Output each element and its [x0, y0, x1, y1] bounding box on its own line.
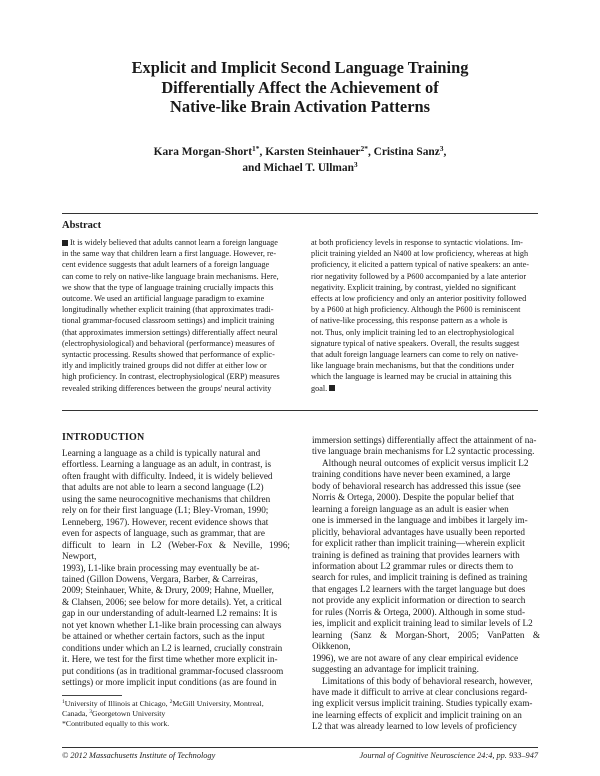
abstract-top-rule: [62, 213, 538, 214]
author-affiliation-mark: 2*: [360, 144, 368, 153]
abstract-end-marker-icon: [329, 385, 335, 391]
title-line: Differentially Affect the Achievement of: [161, 77, 439, 97]
footer-rule: [62, 747, 538, 748]
body-left-column: Learning a language as a child is typically natural and effortless. Learning a language as an adult, in contrast, is often fraught with difficulty. Indeed, it is widely believed that adults are not able to learn a second language (L2) using the same neurocognitive mechanisms that children rely on for their first language (L1; Bley-Vroman, 1990; Lenneberg, 1967). However, recent evidence shows that even for aspects of language, such as grammar, that are difficult to learn in L2 (Weber-Fox & Neville, 1996; Newport, 1993), L1-like brain processing may eventually be at- tained (Gillon Dowens, Vergara, Barber, & Carreiras, 2009; Steinhauer, White, & Drury, 2009; Hahne, Mueller, & Clahsen, 2006; see below for more details). Yet, a critical gap in our understanding of adult-learned L2 remains: It is not yet known whether L1-like brain processing can always be attained or whether certain factors, such as the input conditions under which an L2 is learned, crucially constrain it. Here, we test for the first time whether more explicit in- put conditions (as in traditional grammar-focused classroom settings) or more implicit input conditions (as are found in: [62, 448, 290, 688]
author-name: Kara Morgan-Short: [153, 146, 252, 158]
author-list: Kara Morgan-Short$^{1*}$, Karsten Steinhauer$^{2*}$, Cristina Sanz$^3$, and Michael T. Ullman$^3$: [153, 144, 447, 174]
abstract-bottom-rule: [62, 410, 538, 411]
abstract-heading: Abstract: [62, 220, 102, 231]
abstract-right-column: at both proficiency levels in response to syntactic violations. Im- plicit training yielded an N400 at low proficiency, whereas at high proficiency, it elicited a pattern typical of native speakers: an ante- rior negativity followed by a P600 accompanied by a late anterior negativity. Explicit training, by contrast, yielded no significant effects at low proficiency and only an anterior positivity followed by a P600 at high proficiency. Although the P600 is reminiscent of native-like processing, this response pattern as a whole is not. Thus, only implicit training led to an electrophysiological signature typical of native speakers. Overall, the results suggest that adult foreign language learners can come to rely on native- like language brain mechanisms, but that the conditions under which the language is learned may be crucial in attaining this goal.: [311, 238, 529, 393]
title-line: Explicit and Implicit Second Language Training: [131, 58, 469, 77]
abstract-start-marker-icon: [62, 240, 68, 246]
author-name: Cristina Sanz: [373, 146, 440, 158]
body-right-column: immersion settings) differentially affect the attainment of na- tive language brain mechanisms for L2 syntactic processing. Although neural outcomes of explicit versus implicit L2 training conditions have never been examined, a large body of behavioral research has addressed this issue (see Norris & Ortega, 2000). Despite the popular belief that learning a foreign language as an adult is easier when one is immersed in the language and imbibes it largely im- plicitly, behavioral advantages have usually been reported for explicit rather than implicit training—wherein explicit training is defined as training that provides learners with information about L2 grammar rules or directs them to search for rules, and implicit training is defined as training that engages L2 learners with the target language but does not provide any explicit information or direction to search for rules (Norris & Ortega, 2000). Although in some stud- ies, implicit and explicit training lead to similar levels of L2 learning (Sanz & Morgan-Short, 2005; VanPatten & Oikkenon, 1996), we are not aware of any clear empirical evidence suggesting an advantage for implicit training. Limitations of this body of behavioral research, however, have made it difficult to arrive at clear conclusions regard- ing explicit versus implicit training. Studies typically exam- ine learning effects of explicit and implicit training on an L2 that was already learned to low levels of proficiency: [312, 435, 540, 732]
author-affiliation-mark: 3: [353, 160, 358, 169]
abstract-left-column: It is widely believed that adults cannot learn a foreign language in the same way that children learn a first language. However, re- cent evidence suggests that adult learners of a foreign language can come to rely on native-like language brain mechanisms. Here, we show that the type of language training crucially impacts this outcome. We used an artificial language paradigm to examine longitudinally whether explicit training (that approximates tradi- tional grammar-focused classroom settings) and implicit training (that approximates immersion settings) differentially affect neural (electrophysiological) and behavioral (performance) measures of syntactic processing. Results showed that performance of explic- itly and implicitly trained groups did not differ at either low or high proficiency. In contrast, electrophysiological (ERP) measures revealed striking differences between the groups' neural activity: [62, 238, 280, 393]
author-affiliation-mark: 3: [439, 144, 444, 153]
equal-contribution-footnote: *Contributed equally to this work.: [62, 719, 170, 728]
article-title: [60, 58, 540, 117]
author-name: Karsten Steinhauer: [265, 146, 361, 158]
footnotes: [62, 699, 290, 729]
affiliation-footnote-cont: Canada, $^3$Georgetown University: [62, 709, 166, 718]
affiliation-footnote: $^1$University of Illinois at Chicago, $^2$McGill University, Montreal,: [62, 699, 264, 708]
journal-citation: Journal of Cognitive Neuroscience 24:4, pp. 933–947: [359, 751, 538, 760]
copyright-notice: © 2012 Massachusetts Institute of Technology: [62, 751, 216, 760]
author-affiliation-mark: 1*: [251, 144, 260, 153]
author-name: and Michael T. Ullman: [242, 162, 354, 174]
title-line: Native-like Brain Activation Patterns: [170, 97, 430, 117]
footnote-rule: [62, 695, 122, 696]
introduction-heading: INTRODUCTION: [62, 432, 145, 443]
